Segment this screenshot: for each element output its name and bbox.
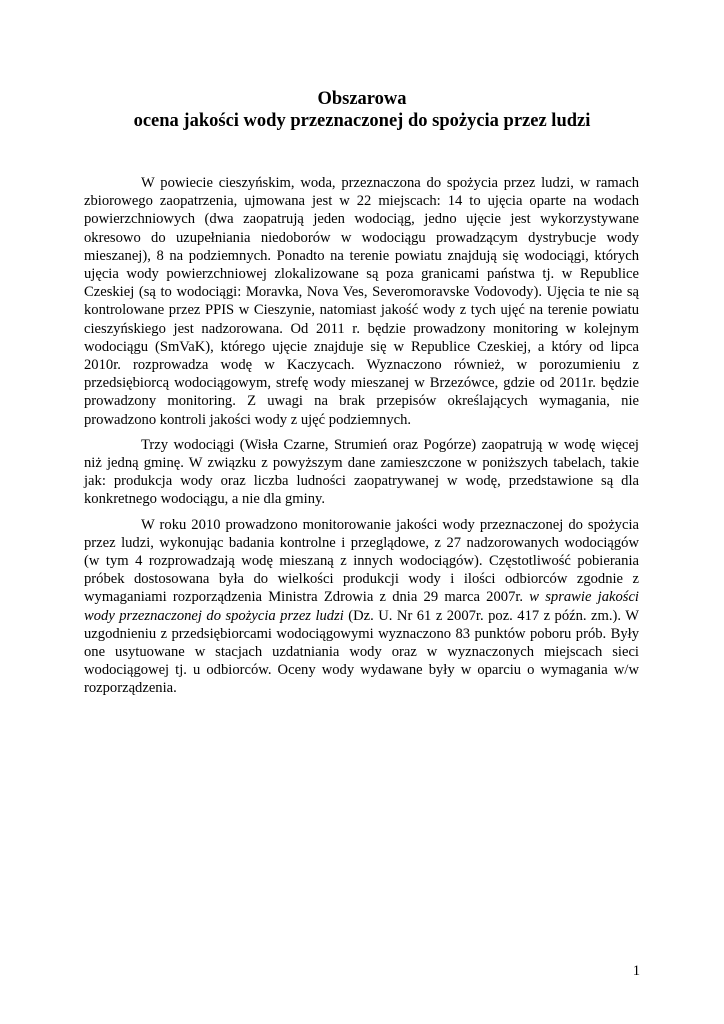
paragraph-3-text-end: (Dz. U. Nr 61 z 2007r. poz. 417 z późn. zm.). W uzgodnieniu z przedsiębiorcami wodociągowymi wyznaczono 83 punktów poboru prób. Były one usytuowane w stacjach uzdatniania wody oraz w wyznaczonych miejscach sieci wodociągowej tj. u odbiorców. Oceny wody wydawane były w oparciu o wymagania w/w rozporządzenia. <box>84 607 639 697</box>
paragraph-3-text-start: W roku 2010 prowadzono monitorowanie jakości wody przeznaczonej do spożycia przez ludzi, wykonując badania kontrolne i przeglądowe, z 27 nadzorowanych wodociągów (w tym 4 rozprowadzają wodę mieszaną z innych wodociągów). Częstotliwość pobierania próbek dostosowana była do wielkości produkcji wody i ilości odbiorców zgodnie z wymaganiami rozporządzenia Ministra Zdrowia z dnia 29 marca 2007r. <box>84 516 639 606</box>
paragraph-1: W powiecie cieszyńskim, woda, przeznaczona do spożycia przez ludzi, w ramach zbiorowego zaopatrzenia, ujmowana jest w 22 miejscach: 14 to ujęcia oparte na wodach powierzchniowych (dwa zaopatrują jeden wodociąg, jedno ujęcie jest wykorzystywane okresowo do uzupełniania niedoborów w wodociągu prowadzącym dystrybucje wody mieszanej), 8 na podziemnych. Ponadto na terenie powiatu znajdują się wodociągi, których ujęcia wody powierzchniowej zlokalizowane są poza granicami państwa tj. w Republice Czeskiej (są to wodociągi: Moravka, Nova Ves, Severomoravske Vodovody). Ujęcia te nie są kontrolowane przez PPIS w Cieszynie, natomiast jakość wody z tych ujęć na terenie powiatu cieszyńskiego jest nadzorowana. Od 2011 r. będzie prowadzony monitoring w kolejnym wodociągu (SmVaK), którego ujęcie znajduje się w Republice Czeskiej, a który od lipca 2010r. rozprowadza wodę w Kaczycach. Wyznaczono również, w porozumieniu z przedsiębiorcą wodociągowym, strefę wody mieszanej w Brzezówce, gdzie od 2011r. będzie prowadzony monitoring. Z uwagi na brak przepisów określających wymagania, nie prowadzono kontroli jakości wody z ujęć podziemnych. <box>84 175 639 428</box>
title-line-1: Obszarowa <box>317 89 407 109</box>
regulation-title-italic: w sprawie jakości wody przeznaczonej do spożycia przez ludzi <box>84 589 639 624</box>
page-number: 1 <box>632 963 640 979</box>
document-title <box>84 88 640 132</box>
document-body <box>84 174 639 705</box>
paragraph-3 <box>84 516 639 698</box>
title-line-2: ocena jakości wody przeznaczonej do spożycia przez ludzi <box>133 111 591 131</box>
paragraph-2: Trzy wodociągi (Wisła Czarne, Strumień oraz Pogórze) zaopatrują w wodę więcej niż jedną gminę. W związku z powyższym dane zamieszczone w poniższych tabelach, takie jak: produkcja wody oraz liczba ludności zaopatrywanej w wodę, przedstawione są dla konkretnego wodociągu, a nie dla gminy. <box>84 436 639 508</box>
